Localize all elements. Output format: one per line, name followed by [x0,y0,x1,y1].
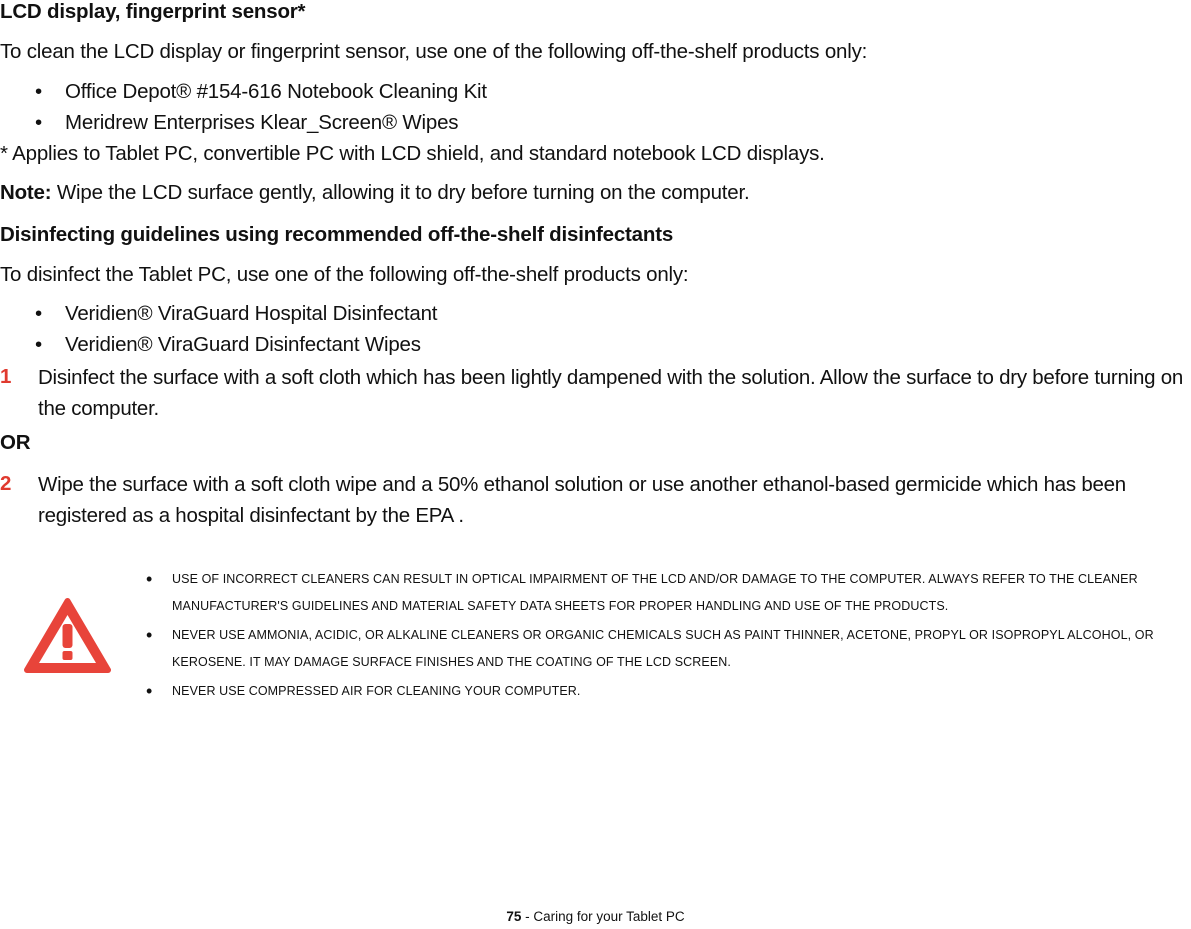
disinfect-product-item [35,299,437,329]
section-title-lcd: LCD display, fingerprint sensor* [0,0,306,23]
step-text: Wipe the surface with a soft cloth wipe and a 50% ethanol solution or use another ethanol-based germicide which has been registered as a hospital disinfectant by the EPA . [38,473,1126,527]
bullet-icon: • [35,80,42,103]
bullet-icon: • [146,569,153,589]
step-text: Disinfect the surface with a soft cloth which has been lightly dampened with the solution. Allow the surface to dry before turning on the computer. [38,366,1184,420]
disinfect-product-item [35,330,421,360]
step-number: 1 [0,365,12,388]
or-separator: OR [0,431,31,454]
lcd-intro-text: To clean the LCD display or fingerprint sensor, use one of the following off-the-shelf products only: [0,40,868,63]
lcd-product-label: Meridrew Enterprises Klear_Screen® Wipes [65,111,459,134]
lcd-product-item [35,108,458,138]
warning-triangle-icon [24,597,111,674]
bullet-icon: • [35,302,42,325]
page-number: 75 [506,909,522,924]
lcd-footnote: * Applies to Tablet PC, convertible PC with LCD shield, and standard notebook LCD displays. [0,142,825,165]
footer-separator: - [521,909,534,924]
lcd-product-label: Office Depot® #154-616 Notebook Cleaning Kit [65,80,487,103]
note-label: Note: [0,181,52,204]
note-text: Wipe the LCD surface gently, allowing it to dry before turning on the computer. [51,181,750,204]
lcd-note [0,178,749,208]
footer-section-title: Caring for your Tablet PC [533,909,685,924]
caution-text: NEVER USE COMPRESSED AIR FOR CLEANING YOUR COMPUTER. [172,684,581,698]
lcd-product-item [35,77,487,107]
page-footer [0,908,1191,926]
bullet-icon: • [146,681,153,701]
caution-text: USE OF INCORRECT CLEANERS CAN RESULT IN OPTICAL IMPAIRMENT OF THE LCD AND/OR DAMAGE TO THE COMPUTER. ALWAYS REFER TO THE CLEANER MANUFACTURER'S GUIDELINES AND MATERIAL SAFETY DATA SHEETS FOR PROPER HANDLING AND USE OF THE PRODUCTS. [172,572,1138,613]
disinfect-product-label: Veridien® ViraGuard Disinfectant Wipes [65,333,421,356]
bullet-icon: • [146,625,153,645]
bullet-icon: • [35,333,42,356]
disinfect-product-label: Veridien® ViraGuard Hospital Disinfectant [65,302,438,325]
caution-text: NEVER USE AMMONIA, ACIDIC, OR ALKALINE CLEANERS OR ORGANIC CHEMICALS SUCH AS PAINT THINNER, ACETONE, PROPYL OR ISOPROPYL ALCOHOL, OR KEROSENE. IT MAY DAMAGE SURFACE FINISHES AND THE COATING OF THE LCD SCREEN. [172,628,1154,669]
step-number: 2 [0,472,12,495]
disinfect-intro-text: To disinfect the Tablet PC, use one of the following off-the-shelf products only: [0,263,689,286]
bullet-icon: • [35,111,42,134]
section-title-disinfecting: Disinfecting guidelines using recommended off-the-shelf disinfectants [0,223,674,246]
